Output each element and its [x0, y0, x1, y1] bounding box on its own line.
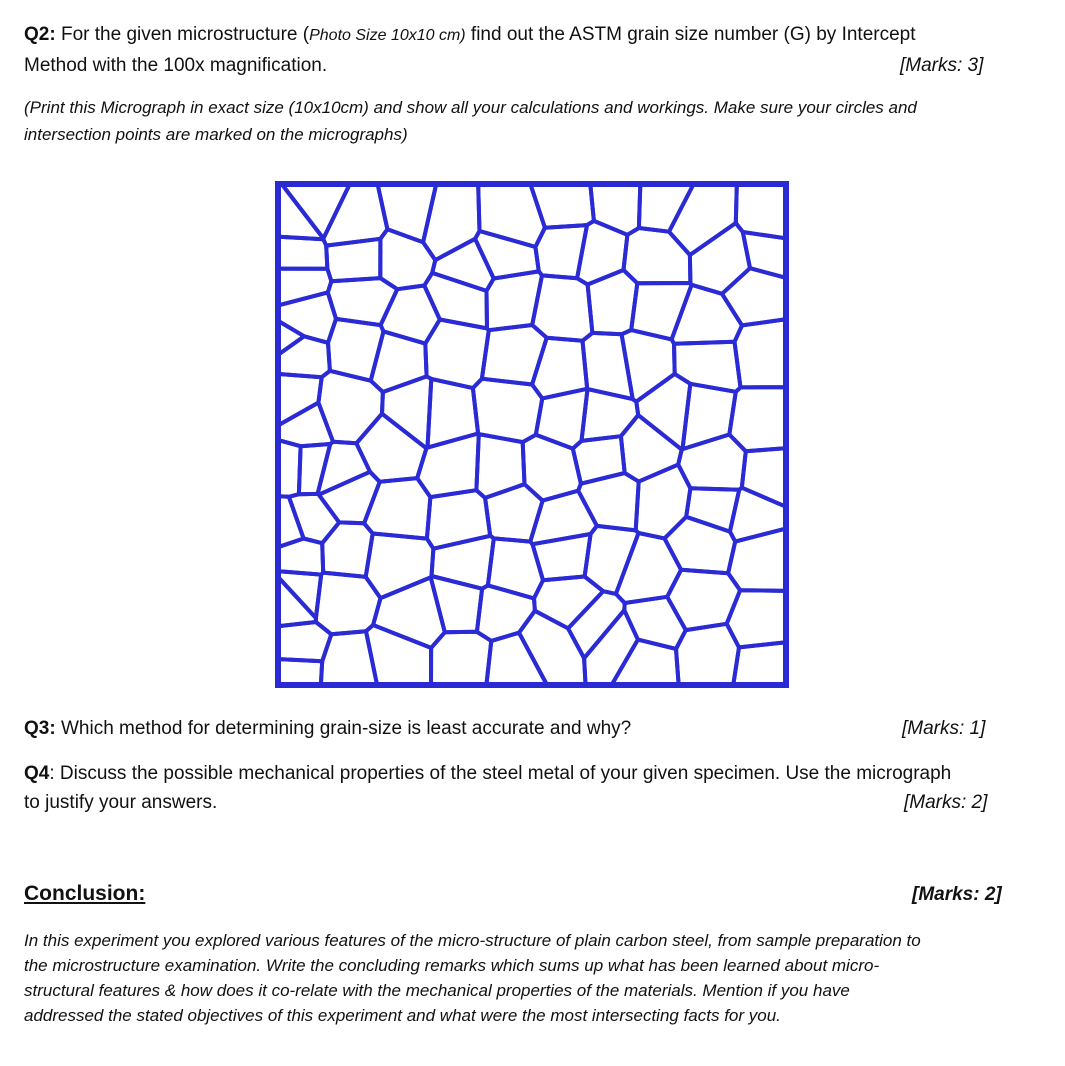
grain [578, 473, 639, 530]
grain [364, 478, 430, 538]
q2-label: Q2: [24, 24, 56, 45]
grain [279, 321, 304, 354]
q4-line-1 [24, 763, 951, 785]
grain [722, 268, 785, 325]
q2-text-b: find out the ASTM grain size number (G) by Intercept [470, 24, 916, 45]
grain [636, 465, 691, 539]
grain [477, 585, 535, 641]
q3-text: Which method for determining grain-size is least accurate and why? [60, 718, 632, 739]
conclusion-marks: [Marks: 2] [912, 884, 1002, 905]
q2-line-1 [24, 24, 916, 46]
grain [371, 331, 427, 392]
micrograph-frame [277, 183, 787, 686]
q4-marks: [Marks: 2] [904, 792, 988, 813]
q2-text-a: For the given microstructure ( [60, 24, 310, 45]
grain [279, 374, 322, 425]
grain [621, 415, 682, 482]
grain [279, 496, 304, 547]
grain [279, 622, 331, 661]
conclusion-line-1: In this experiment you explored various features of the micro-structure of plain carbon steel, from sample preparation to [24, 931, 921, 950]
conclusion-line-2: the microstructure examination. Write the concluding remarks which sums up what has been learned about micro- [24, 956, 880, 975]
grain [487, 633, 547, 684]
q2-instruction-line-1: (Print this Micrograph in exact size (10x10cm) and show all your calculations and workings. Make sure your circles and [24, 98, 917, 117]
grain [531, 185, 594, 228]
grain [588, 270, 638, 334]
grain [432, 536, 494, 589]
grain [279, 185, 323, 239]
grain [730, 488, 785, 542]
q3-marks: [Marks: 1] [902, 718, 986, 739]
q4-label: Q4 [24, 763, 50, 784]
grain [582, 389, 639, 441]
conclusion-line-4: addressed the stated objectives of this experiment and what were the most intersecting facts for you. [24, 1006, 781, 1025]
grain [279, 571, 321, 618]
grain [584, 610, 638, 684]
grain [318, 371, 383, 444]
grain [735, 319, 786, 387]
grain [690, 223, 750, 294]
grain [424, 273, 487, 329]
q4-line-2: to justify your answers. [24, 792, 218, 813]
grain [423, 185, 479, 260]
grain [431, 576, 482, 632]
grain [728, 529, 785, 591]
grain [612, 640, 678, 684]
q2-line-2: Method with the 100x magnification. [24, 55, 328, 76]
grain [431, 632, 491, 684]
grain [676, 624, 739, 684]
grain [533, 534, 591, 580]
micrograph [268, 176, 794, 694]
grain [319, 472, 380, 524]
q2-marks: [Marks: 3] [900, 55, 984, 76]
grain [326, 239, 380, 281]
q3-label: Q3: [24, 718, 56, 739]
grain [473, 379, 542, 442]
grain [672, 285, 742, 344]
grain [366, 625, 431, 684]
grain [639, 185, 693, 232]
grain [624, 228, 691, 283]
q3-line [24, 718, 631, 740]
grain [318, 442, 370, 495]
grain [624, 597, 686, 649]
grain [590, 185, 640, 235]
grain [279, 336, 330, 377]
grain [577, 221, 627, 285]
q4-text: : Discuss the possible mechanical properties of the steel metal of your given specimen. Use the micrograph [49, 763, 952, 784]
grain [279, 440, 301, 497]
grain [665, 517, 736, 573]
grain-boundaries [279, 185, 785, 684]
conclusion-heading: Conclusion: [24, 882, 146, 905]
grain [674, 342, 741, 392]
grain [733, 642, 785, 684]
q2-instruction-line-2: intersection points are marked on the micrographs) [24, 125, 408, 144]
grain [279, 269, 331, 306]
conclusion-line-3: structural features & how does it co-relate with the mechanical properties of the materials. Mention if you have [24, 981, 850, 1000]
q2-photo-size: Photo Size 10x10 cm) [309, 27, 466, 44]
grain [279, 237, 327, 269]
grain [382, 376, 431, 448]
